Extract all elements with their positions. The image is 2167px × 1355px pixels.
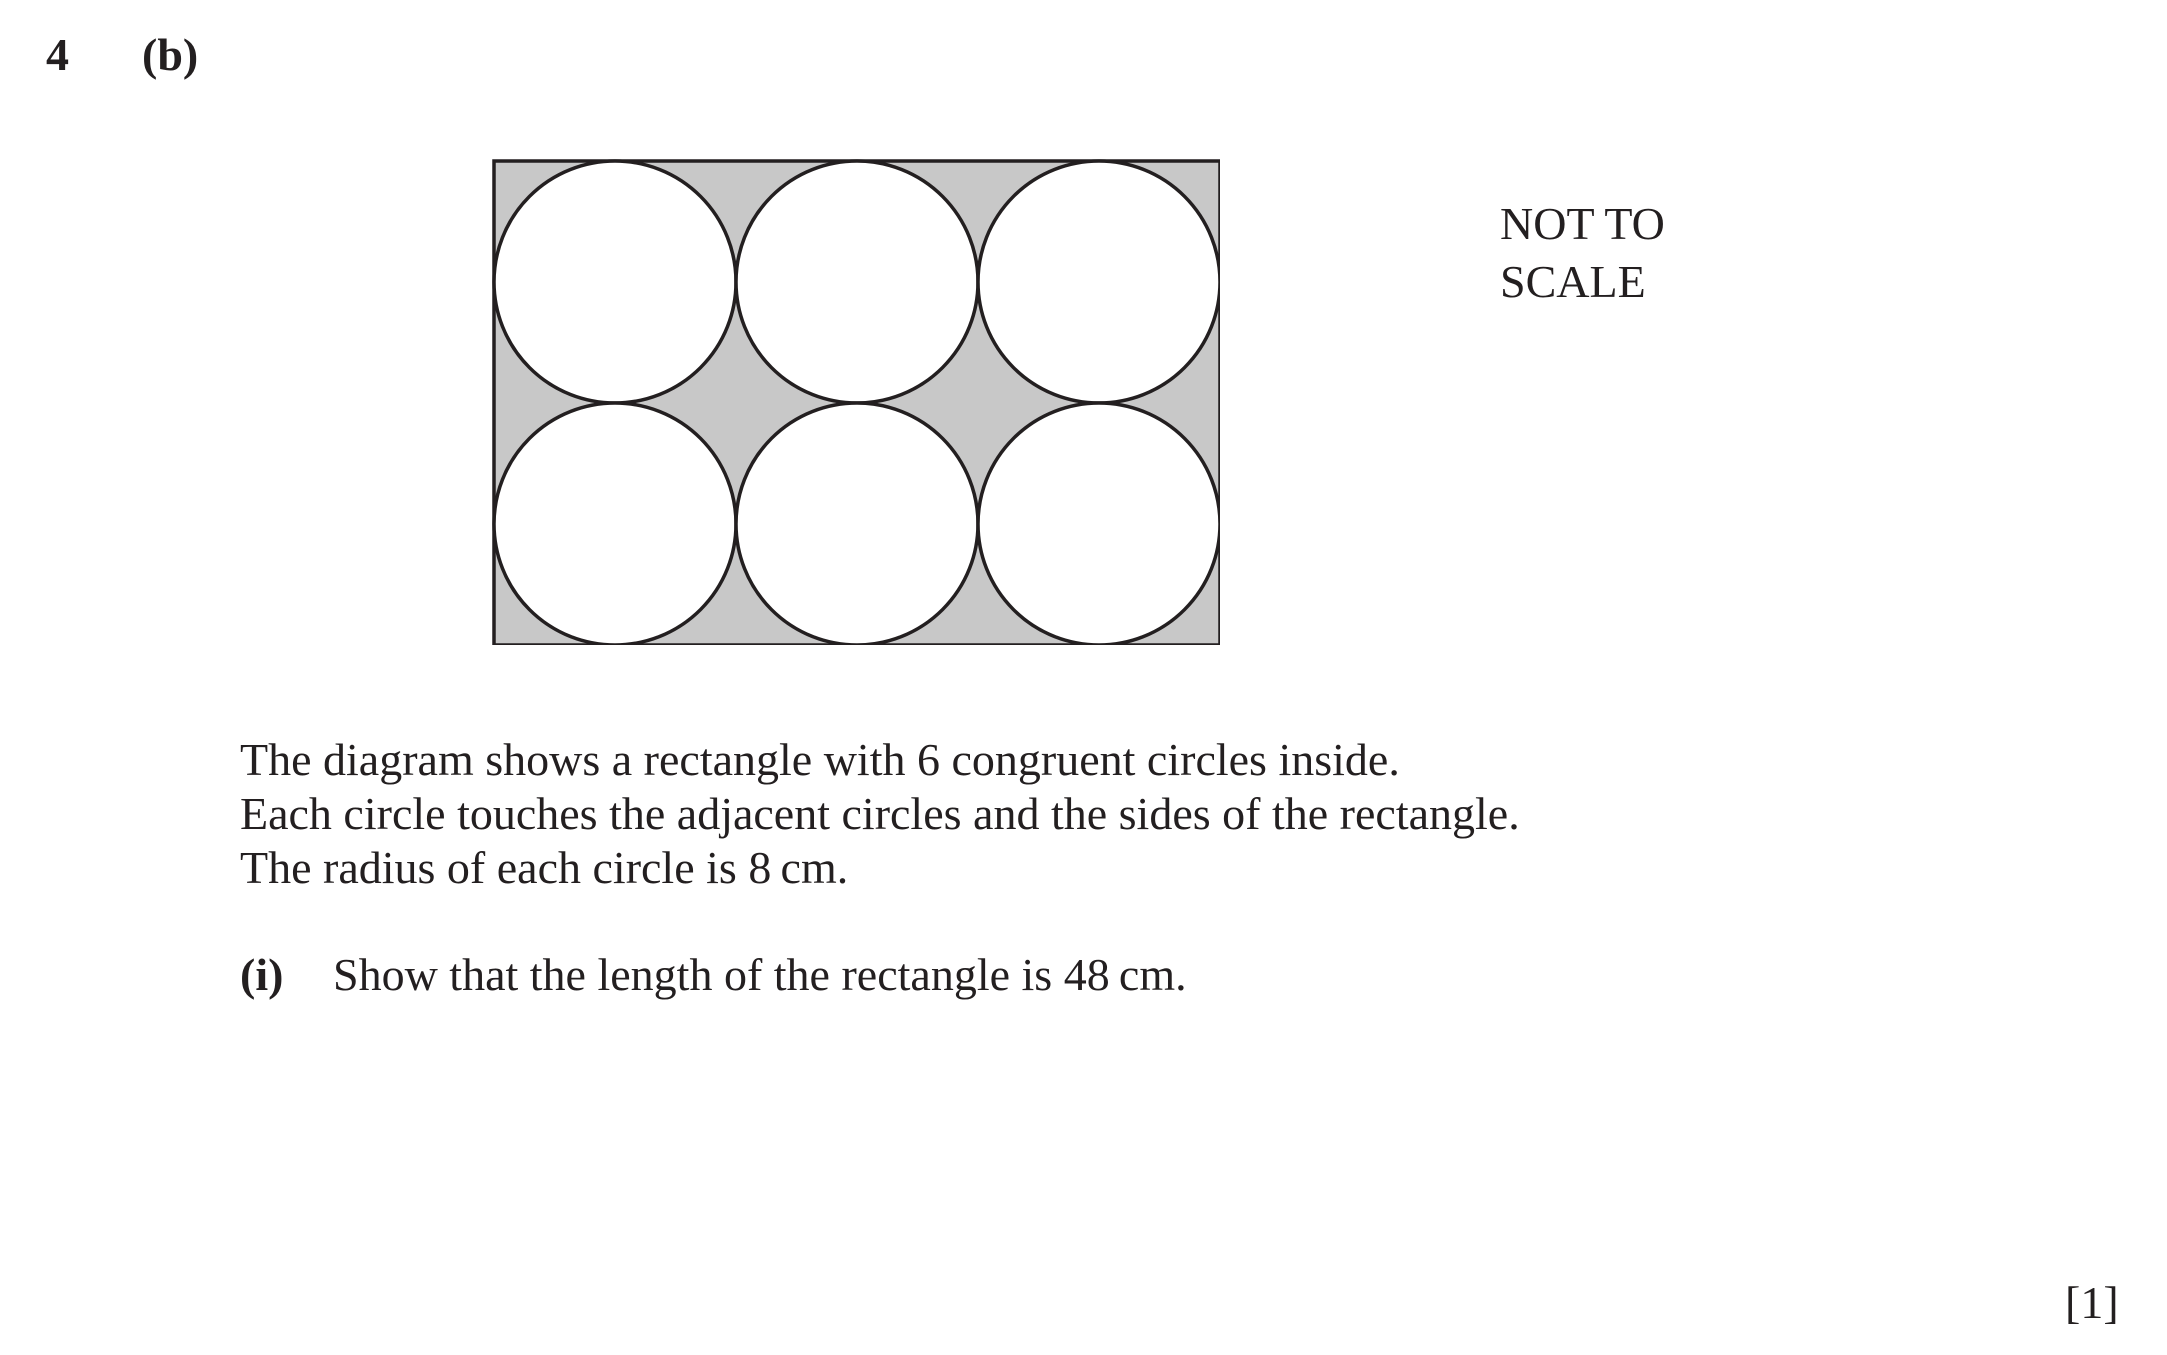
circle-r1-c3 <box>978 161 1220 403</box>
circle-r1-c1 <box>494 161 736 403</box>
sub-question-text: Show that the length of the rectangle is 48 cm. <box>333 949 1187 1000</box>
circle-r2-c1 <box>494 403 736 645</box>
question-part: (b) <box>142 29 199 80</box>
marks-allocation: [1] <box>2065 1277 2119 1328</box>
circle-r2-c3 <box>978 403 1220 645</box>
not-to-scale-line-1: NOT TO <box>1500 198 1665 249</box>
circle-r2-c2 <box>736 403 978 645</box>
stem-line-1: The diagram shows a rectangle with 6 congruent circles inside. <box>240 734 1400 785</box>
stem-line-2: Each circle touches the adjacent circles and the sides of the rectangle. <box>240 788 1520 839</box>
circle-r1-c2 <box>736 161 978 403</box>
sub-question-label: (i) <box>240 949 284 1000</box>
question-stem <box>240 733 1520 895</box>
stem-line-3: The radius of each circle is 8 cm. <box>240 842 849 893</box>
question-number: 4 <box>46 29 69 80</box>
sub-question-i <box>240 948 1187 1002</box>
not-to-scale-line-2: SCALE <box>1500 256 1646 307</box>
not-to-scale-note <box>1500 195 1665 311</box>
rectangle-circles-diagram <box>490 157 1220 645</box>
